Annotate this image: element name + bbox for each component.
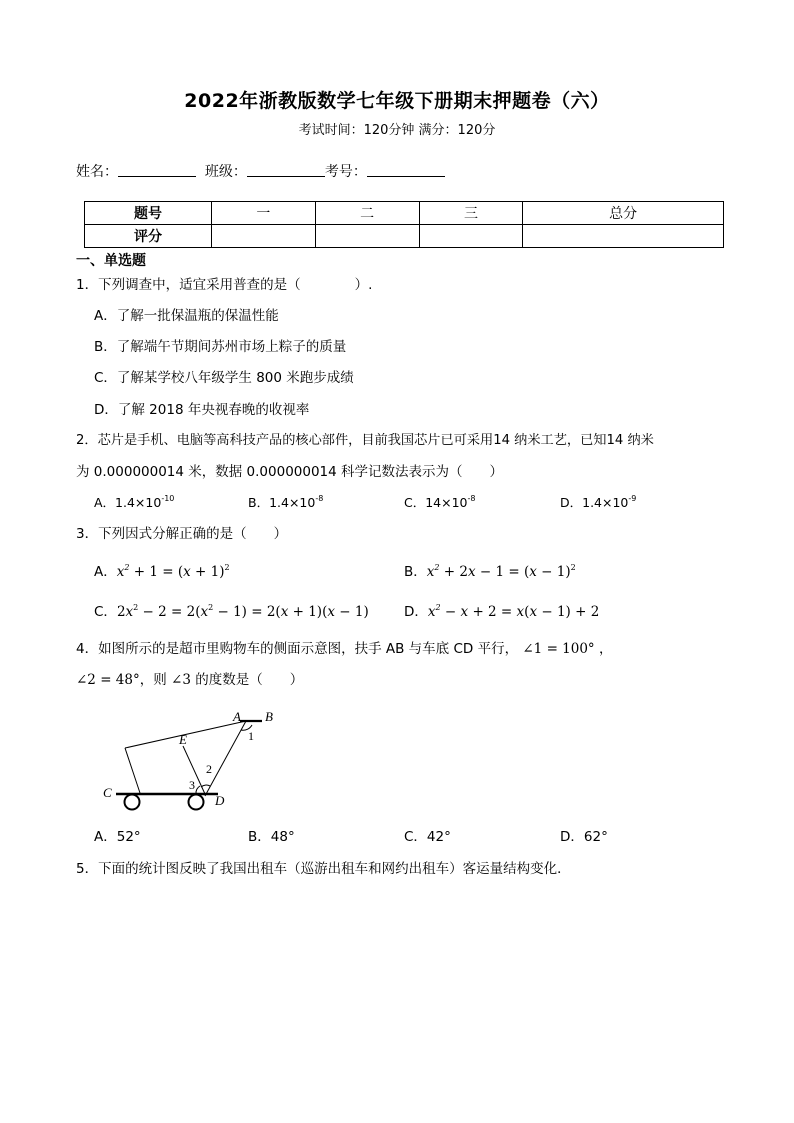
score-input-part2[interactable]	[315, 225, 419, 248]
shopping-cart-figure	[100, 706, 290, 816]
q3-stem: 3．下列因式分解正确的是（ ）	[76, 526, 288, 542]
q2-a-base: A．1.4×10	[94, 495, 162, 510]
rear-wheel	[189, 795, 204, 810]
q2-a-exp: -10	[161, 494, 175, 503]
q3-option-a[interactable]: A．$x^2 + 1 = (x + 1)^2$	[94, 563, 230, 580]
q3-d-label: D．	[404, 604, 428, 620]
label-b: B	[265, 709, 273, 724]
q2-stem-line2: 为 0.000000014 米，数据 0.000000014 科学记数法表示为（ ）	[76, 464, 504, 480]
name-blank[interactable]	[118, 162, 196, 177]
q4-stem-text1: 4．如图所示的是超市里购物车的侧面示意图，扶手 AB 与车底 CD 平行，	[76, 641, 519, 657]
q3-a-formula: $x^2$	[116, 563, 130, 580]
q3-b-formula: $x^2$	[426, 563, 440, 580]
q2-b-base: B．1.4×10	[248, 495, 316, 510]
class-label: 班级：	[204, 164, 247, 180]
front-wheel	[125, 795, 140, 810]
score-input-total[interactable]	[523, 225, 724, 248]
q2-c-exp: -8	[467, 494, 476, 503]
q4-angle3: ∠3	[171, 672, 191, 688]
score-table-header-row	[85, 202, 724, 225]
score-cell-total: 总分	[523, 202, 724, 225]
student-info-line	[76, 161, 445, 181]
label-a: A	[233, 709, 241, 724]
q2-option-b[interactable]	[248, 494, 323, 512]
q2-c-base: C．14×10	[404, 495, 468, 510]
q4-stem-end: 的度数是（ ）	[195, 672, 304, 688]
q5-stem: 5．下面的统计图反映了我国出租车（巡游出租车和网约出租车）客运量结构变化．	[76, 861, 571, 877]
exam-title: 2022年浙教版数学七年级下册期末押题卷（六）	[184, 90, 610, 112]
q4-angle1: ∠1 = 100°	[522, 641, 595, 657]
q3-c-formula: 2	[116, 604, 126, 620]
q1-option-b[interactable]: B．了解端午节期间苏州市场上粽子的质量	[94, 339, 347, 355]
label-angle-2: 2	[206, 762, 212, 776]
label-d: D	[215, 793, 225, 808]
q2-option-a[interactable]	[94, 494, 174, 512]
class-blank[interactable]	[247, 162, 325, 177]
front-edge-line	[125, 748, 140, 793]
q3-a-label: A．	[94, 564, 117, 580]
q4-option-d[interactable]: D．62°	[560, 829, 608, 845]
score-table-score-row	[85, 225, 724, 248]
q1-option-a[interactable]: A．了解一批保温瓶的保温性能	[94, 308, 279, 324]
score-row-label: 评分	[85, 225, 212, 248]
q2-b-exp: -8	[315, 494, 324, 503]
score-cell-part3: 三	[419, 202, 523, 225]
label-c: C	[103, 785, 112, 800]
q4-stem-line1	[76, 640, 612, 658]
score-cell-part1: 一	[212, 202, 316, 225]
q4-comma: ，	[598, 641, 613, 657]
q1-option-c[interactable]: C．了解某学校八年级学生 800 米跑步成绩	[94, 370, 354, 386]
q2-option-d[interactable]	[560, 494, 636, 512]
q4-option-c[interactable]: C．42°	[404, 829, 451, 845]
score-cell-header: 题号	[85, 202, 212, 225]
q4-option-b[interactable]: B．48°	[248, 829, 295, 845]
q4-stem-mid: ，则	[139, 672, 167, 688]
section-title: 一、单选题	[76, 253, 146, 269]
q3-c-label: C．	[94, 604, 117, 620]
label-angle-1: 1	[248, 729, 254, 743]
side-ad-line	[205, 721, 246, 796]
q3-b-label: B．	[404, 564, 427, 580]
q2-stem-line1: 2．芯片是手机、电脑等高科技产品的核心部件，目前我国芯片已可采用14 纳米工艺，已知14 纳米	[76, 433, 654, 448]
q2-option-c[interactable]	[404, 494, 476, 512]
q4-option-a[interactable]: A．52°	[94, 829, 141, 845]
q2-d-base: D．1.4×10	[560, 495, 629, 510]
number-label: 考号：	[324, 164, 367, 180]
exam-subtitle: 考试时间：120分钟 满分：120分	[298, 123, 496, 138]
q1-option-d[interactable]: D．了解 2018 年央视春晚的收视率	[94, 402, 310, 418]
q3-option-b[interactable]: B．$x^2 + 2x - 1 = (x - 1)^2$	[404, 563, 576, 580]
score-cell-part2: 二	[315, 202, 419, 225]
score-input-part1[interactable]	[212, 225, 316, 248]
q2-d-exp: -9	[628, 494, 637, 503]
number-blank[interactable]	[367, 162, 445, 177]
score-table	[84, 201, 724, 248]
q4-stem-line2	[76, 671, 303, 689]
angle2-arc	[201, 785, 210, 787]
q1-stem: 1．下列调查中，适宜采用普查的是（ ）.	[76, 277, 373, 293]
q3-d-formula: $x^2$	[427, 603, 441, 620]
score-input-part3[interactable]	[419, 225, 523, 248]
name-label: 姓名：	[76, 164, 118, 180]
label-e: E	[179, 732, 187, 747]
q4-angle2: ∠2 = 48°	[76, 672, 140, 688]
q3-option-c[interactable]: C．$2x^2 - 2 = 2(x^2 - 1) = 2(x + 1)(x - 1)$	[94, 603, 369, 620]
label-angle-3: 3	[189, 778, 195, 792]
q3-option-d[interactable]: D．$x^2 - x + 2 = x(x - 1) + 2$	[404, 603, 600, 620]
